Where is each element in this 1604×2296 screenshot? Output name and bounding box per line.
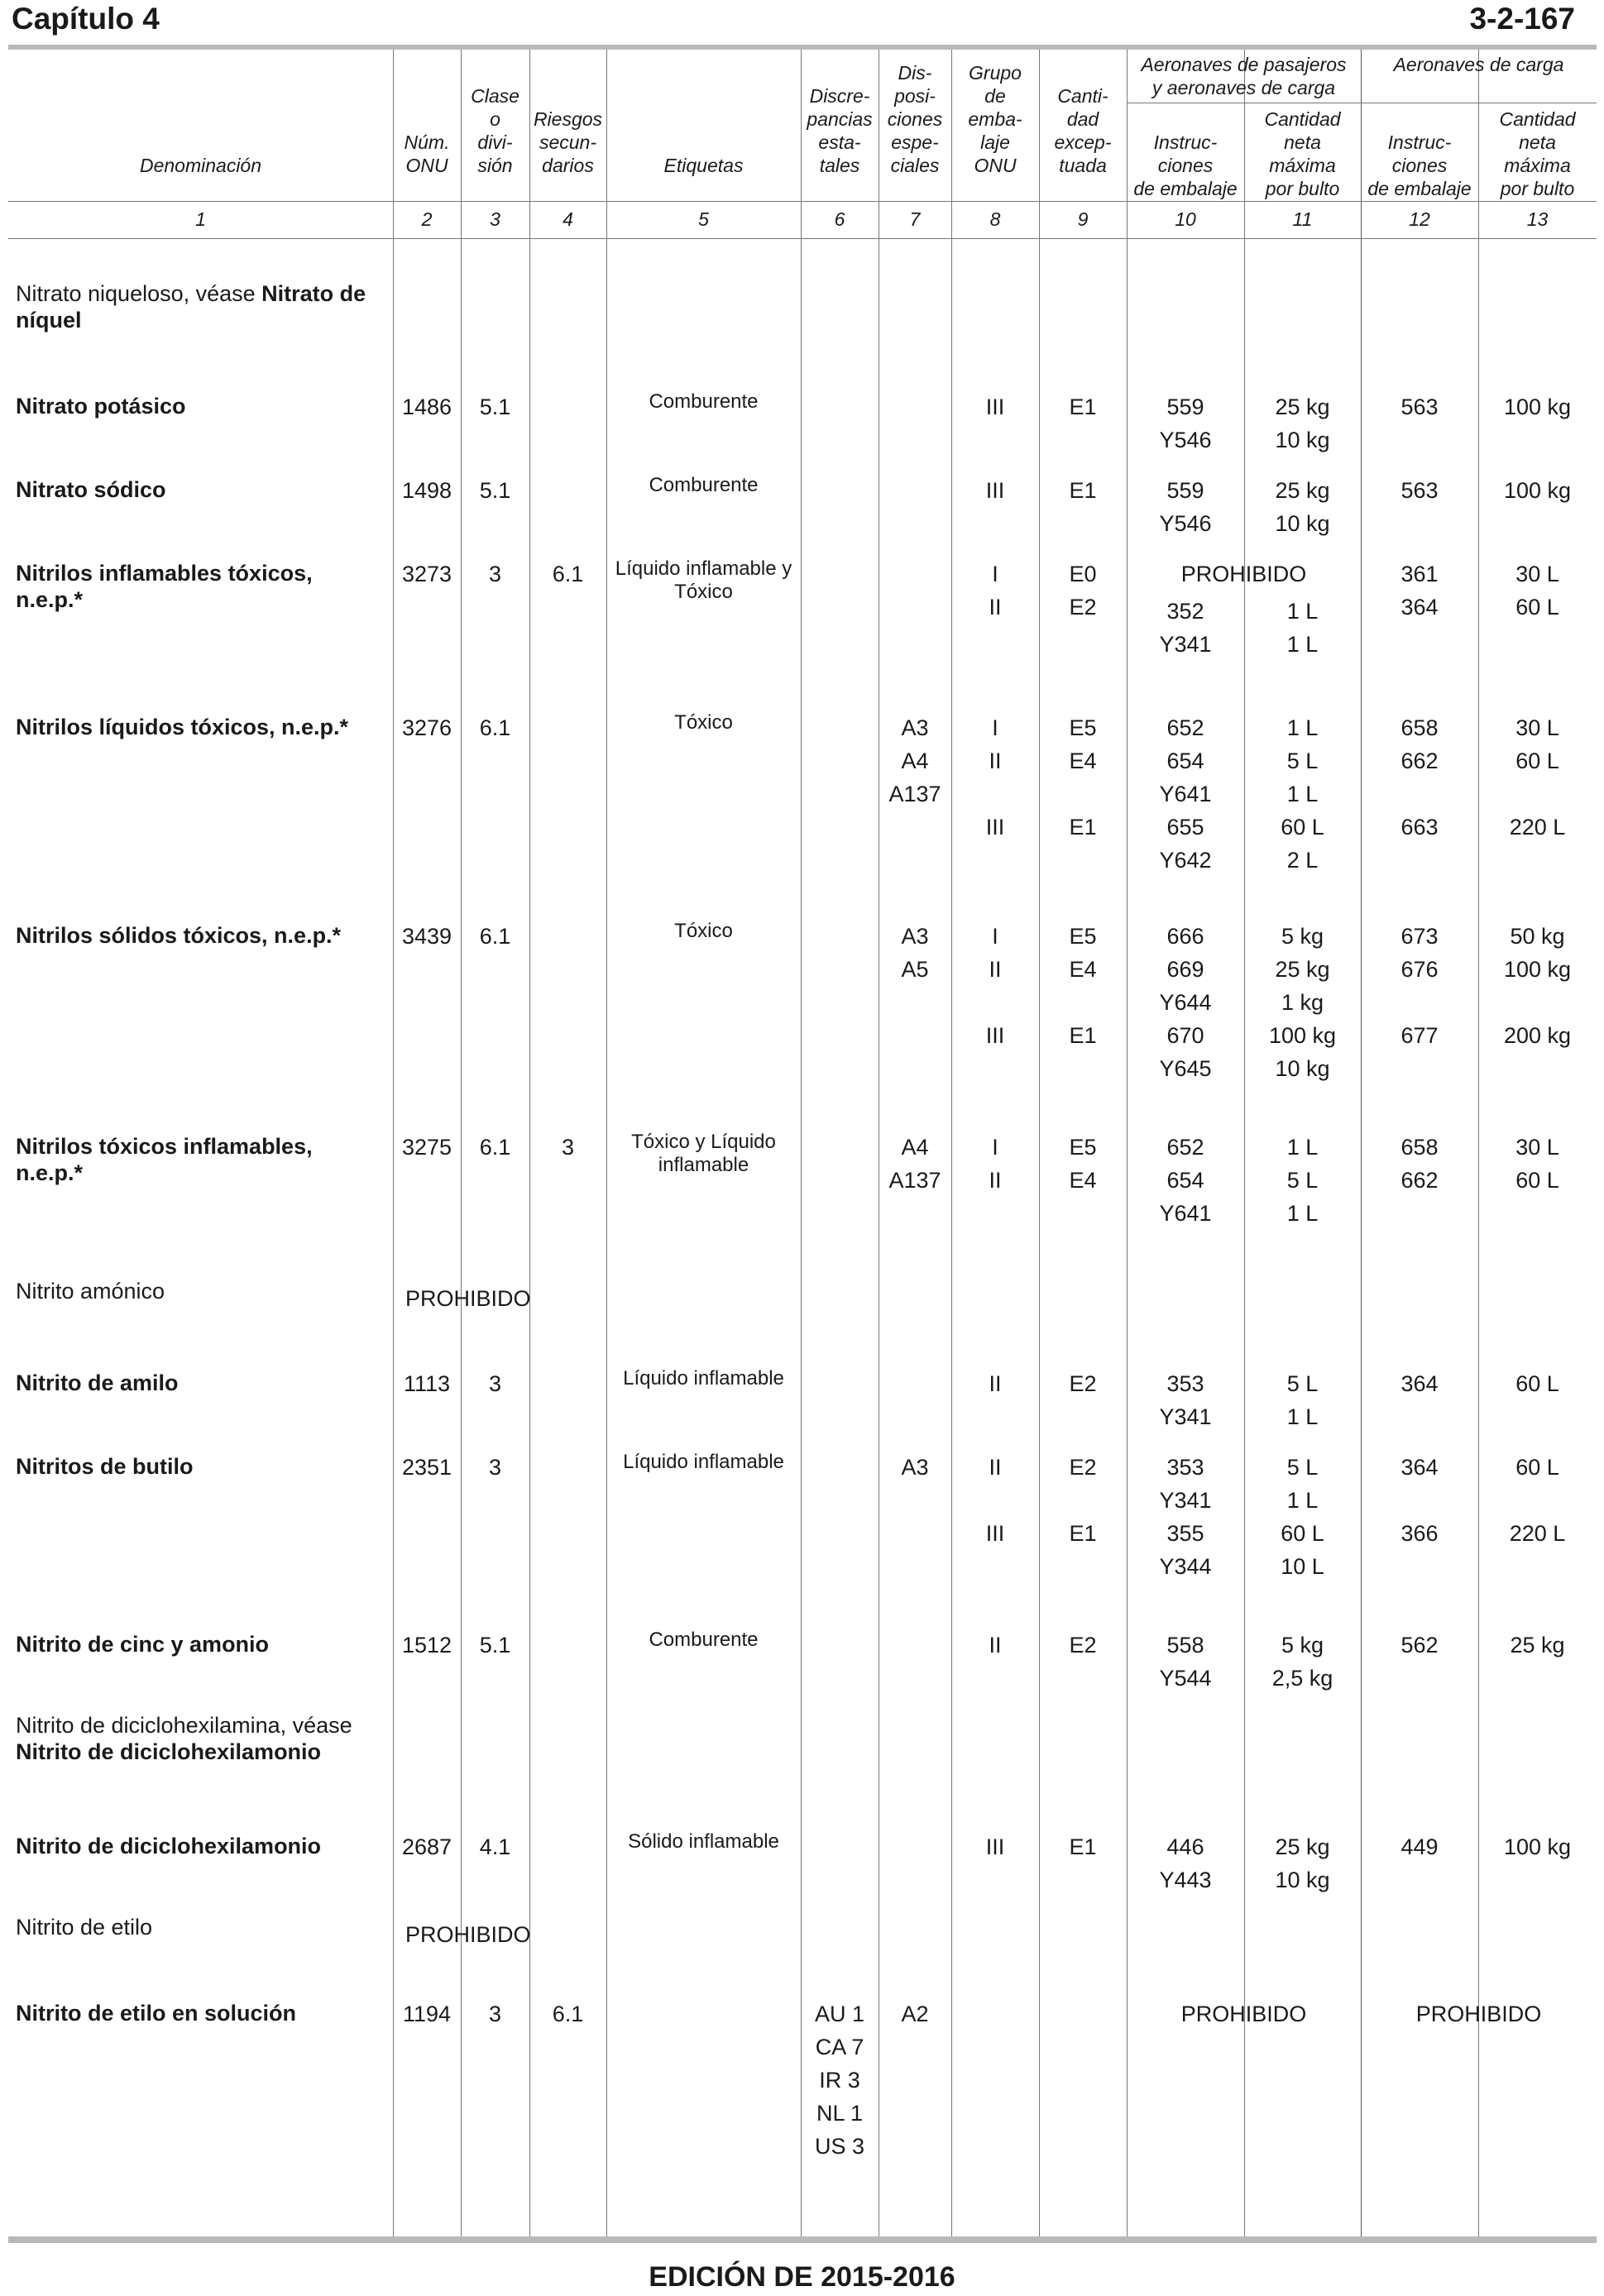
header-cantidad-cargo: Cantidad neta máxima por bulto bbox=[1499, 108, 1576, 199]
cell-label: Líquido inflamable bbox=[623, 1367, 784, 1390]
cell-cq: 30 L 60 L 220 L bbox=[1509, 715, 1566, 839]
entry-name bbox=[16, 1133, 380, 1186]
cell-ci: 673 676 677 bbox=[1401, 924, 1439, 1048]
header-bottom-line bbox=[8, 201, 1597, 202]
entry-name bbox=[16, 1833, 380, 1859]
prohibited-text: PROHIBIDO bbox=[405, 1286, 531, 1311]
column-number-line bbox=[8, 238, 1597, 239]
cell-pg: I II III bbox=[985, 715, 1005, 839]
cell-sp: A2 bbox=[901, 2002, 929, 2026]
cell-sp: A3 bbox=[901, 1455, 929, 1480]
cell-pq: 25 kg 10 kg bbox=[1275, 478, 1330, 536]
cell-ci: 364 366 bbox=[1401, 1455, 1439, 1546]
cell-eq: E1 bbox=[1069, 478, 1097, 503]
cell-cls: 4.1 bbox=[479, 1834, 511, 1859]
cell-pi: 446 Y443 bbox=[1159, 1834, 1212, 1892]
cell-pg: III bbox=[985, 395, 1005, 419]
cell-eq: E5 E4 E1 bbox=[1069, 924, 1097, 1048]
cell-cls: 5.1 bbox=[479, 1633, 511, 1657]
cell-disc: AU 1 CA 7 IR 3 NL 1 US 3 bbox=[814, 2002, 865, 2159]
cell-pi: 559 Y546 bbox=[1159, 478, 1212, 536]
entry-name-bold: Nitrilos inflamables tóxicos, n.e.p.* bbox=[16, 561, 313, 612]
cell-un: 1512 bbox=[401, 1633, 452, 1657]
cell-ci: 364 bbox=[1401, 1371, 1439, 1396]
cell-un: 1498 bbox=[401, 478, 452, 503]
cell-pi: 558 Y544 bbox=[1159, 1633, 1212, 1691]
cell-eq: E1 bbox=[1069, 1834, 1097, 1859]
cell-un: 1194 bbox=[402, 2002, 452, 2026]
cell-cls: 3 bbox=[488, 1455, 502, 1480]
entry-name-bold: Nitrito de cinc y amonio bbox=[16, 1632, 270, 1657]
cell-pg: I II bbox=[989, 1135, 1002, 1193]
cell-cls: 6.1 bbox=[479, 1135, 511, 1160]
cell-sp: A3 A4 A137 bbox=[888, 715, 941, 806]
column-number: 7 bbox=[909, 208, 921, 230]
cell-un: 3273 bbox=[401, 562, 452, 586]
cell-ci: 658 662 bbox=[1401, 1135, 1439, 1193]
column-number: 3 bbox=[490, 208, 500, 230]
cell-ci: 563 bbox=[1401, 478, 1439, 503]
cell-label: Líquido inflamable y Tóxico bbox=[615, 557, 792, 603]
header-cantidad: Canti- dad excep- tuada bbox=[1054, 85, 1112, 176]
cell-eq: E2 bbox=[1069, 1371, 1097, 1396]
cell-un: 1486 bbox=[401, 395, 452, 419]
cell-cq: 100 kg bbox=[1503, 478, 1572, 503]
cell-sub: 6.1 bbox=[552, 562, 584, 586]
cell-eq: E5 E4 bbox=[1069, 1135, 1097, 1193]
entry-name-plain: Nitrito de etilo bbox=[16, 1915, 153, 1940]
cell-cq: 30 L 60 L bbox=[1515, 562, 1559, 619]
entry-name-bold: Nitrito de diciclohexilamonio bbox=[16, 1834, 322, 1858]
cell-cls: 5.1 bbox=[479, 395, 511, 419]
cell-cls: 3 bbox=[488, 562, 502, 586]
cell-un: 2351 bbox=[401, 1455, 452, 1480]
entry-name-bold: Nitrilos tóxicos inflamables, n.e.p.* bbox=[16, 1134, 313, 1185]
cell-un: 3275 bbox=[401, 1135, 452, 1160]
column-number: 9 bbox=[1077, 208, 1089, 230]
cell-pg: III bbox=[985, 478, 1005, 503]
cell-un: 3276 bbox=[401, 715, 452, 740]
cell-pg: I II bbox=[989, 562, 1002, 619]
cell-cls: 6.1 bbox=[479, 715, 511, 740]
entry-name bbox=[16, 476, 380, 503]
cell-cq: 50 kg 100 kg 200 kg bbox=[1503, 924, 1572, 1048]
entry-name-bold: Nitrato de níquel bbox=[16, 281, 366, 332]
cell-cls: 6.1 bbox=[479, 924, 511, 949]
cell-pi: 652 654 Y641 655 Y642 bbox=[1159, 715, 1212, 873]
entry-name bbox=[16, 1631, 380, 1657]
cell-eq: E5 E4 E1 bbox=[1069, 715, 1097, 839]
cell-pq: 25 kg 10 kg bbox=[1275, 1834, 1330, 1892]
cell-un: 2687 bbox=[401, 1834, 452, 1859]
entry-name bbox=[16, 1914, 380, 1940]
cell-cq: 25 kg bbox=[1510, 1633, 1565, 1657]
entry-name bbox=[16, 393, 380, 419]
chapter-title: Capítulo 4 bbox=[12, 2, 160, 36]
cell-cls: 3 bbox=[488, 1371, 502, 1396]
header-cantidad-pax: Cantidad neta máxima por bulto bbox=[1264, 108, 1341, 199]
cell-pi: 353 Y341 355 Y344 bbox=[1159, 1455, 1212, 1579]
header-riesgos: Riesgos secun- darios bbox=[533, 108, 603, 176]
prohibited-text: PROHIBIDO bbox=[405, 1922, 531, 1947]
cell-pq: 5 L 1 L bbox=[1286, 1371, 1319, 1429]
cell-un: 1113 bbox=[403, 1371, 451, 1396]
cell-pi: 559 Y546 bbox=[1159, 395, 1212, 452]
cell-pq: 1 L 5 L 1 L bbox=[1286, 1135, 1319, 1226]
cell-pg: II bbox=[989, 1633, 1002, 1657]
cell-cq: 60 L bbox=[1515, 1371, 1559, 1396]
cell-pq: 5 kg 2,5 kg bbox=[1271, 1633, 1333, 1691]
cargo-prohibited: PROHIBIDO bbox=[1415, 2002, 1542, 2026]
cell-ci: 563 bbox=[1401, 395, 1439, 419]
cell-eq: E2 bbox=[1069, 1633, 1097, 1657]
cell-pq: 5 L 1 L 60 L 10 L bbox=[1281, 1455, 1324, 1579]
cell-label: Comburente bbox=[649, 474, 759, 496]
entry-name bbox=[16, 560, 380, 613]
column-number: 11 bbox=[1292, 208, 1313, 230]
column-number: 2 bbox=[421, 208, 433, 230]
cell-label: Sólido inflamable bbox=[628, 1830, 779, 1853]
cell-pg: I II III bbox=[985, 924, 1005, 1048]
column-number: 4 bbox=[563, 208, 573, 230]
cell-label: Tóxico bbox=[674, 920, 733, 942]
entry-name-bold: Nitrito de etilo en solución bbox=[16, 2001, 297, 2026]
bottom-rule bbox=[8, 2236, 1597, 2243]
cell-cls: 5.1 bbox=[479, 478, 511, 503]
column-number: 13 bbox=[1526, 208, 1549, 230]
entry-name bbox=[16, 280, 380, 333]
entry-name-bold: Nitritos de butilo bbox=[16, 1454, 194, 1479]
cell-eq: E0 E2 bbox=[1069, 562, 1097, 619]
header-etiquetas: Etiquetas bbox=[663, 155, 744, 176]
cell-ci: 562 bbox=[1401, 1633, 1439, 1657]
header-instrucciones-pax: Instruc- ciones de embalaje bbox=[1133, 132, 1238, 199]
cell-un: 3439 bbox=[401, 924, 452, 949]
cell-pg: III bbox=[985, 1834, 1005, 1859]
entry-name bbox=[16, 2000, 380, 2026]
page-number: 3-2-167 bbox=[1469, 2, 1575, 36]
cell-pq: 1 L 1 L bbox=[1286, 599, 1319, 657]
entry-name-bold: Nitrato potásico bbox=[16, 394, 186, 419]
cell-ci: 658 662 663 bbox=[1401, 715, 1439, 839]
cell-cq: 100 kg bbox=[1503, 395, 1572, 419]
cell-pg: II bbox=[989, 1371, 1002, 1396]
entry-name-bold: Nitrito de diciclohexilamonio bbox=[16, 1739, 322, 1764]
cell-sub: 6.1 bbox=[552, 2002, 584, 2026]
cell-cq: 60 L 220 L bbox=[1509, 1455, 1566, 1546]
entry-name bbox=[16, 1712, 380, 1765]
cell-ci: 449 bbox=[1401, 1834, 1439, 1859]
cell-eq: E1 bbox=[1069, 395, 1097, 419]
column-number: 8 bbox=[989, 208, 1001, 230]
entry-name bbox=[16, 1453, 380, 1480]
entry-name bbox=[16, 922, 380, 949]
edition-footer: EDICIÓN DE 2015-2016 bbox=[649, 2261, 955, 2293]
header-cargo-aircraft: Aeronaves de carga bbox=[1393, 54, 1564, 75]
entry-name-plain: Nitrito amónico bbox=[16, 1279, 165, 1303]
cell-sp: A3 A5 bbox=[901, 924, 929, 982]
entry-name bbox=[16, 1370, 380, 1396]
header-passenger-aircraft: Aeronaves de pasajeros y aeronaves de carga bbox=[1141, 54, 1347, 98]
header-num-onu: Núm. ONU bbox=[404, 132, 450, 176]
cell-cls: 3 bbox=[488, 2002, 502, 2026]
cell-pq: 25 kg 10 kg bbox=[1275, 395, 1330, 452]
cell-pi: 666 669 Y644 670 Y645 bbox=[1159, 924, 1212, 1081]
cell-sub: 3 bbox=[561, 1135, 575, 1160]
header-disposiciones: Dis- posi- ciones espe- ciales bbox=[887, 62, 943, 176]
cell-eq: E2 E1 bbox=[1069, 1455, 1097, 1546]
cell-ci: 361 364 bbox=[1401, 562, 1439, 619]
column-number: 1 bbox=[195, 208, 206, 230]
entry-name-bold: Nitrilos líquidos tóxicos, n.e.p.* bbox=[16, 715, 349, 739]
top-rule bbox=[8, 45, 1597, 50]
header-instrucciones-cargo: Instruc- ciones de embalaje bbox=[1367, 132, 1472, 199]
cell-label: Líquido inflamable bbox=[623, 1451, 784, 1473]
column-number: 12 bbox=[1409, 208, 1430, 230]
entry-name-plain: Nitrato niqueloso, véase bbox=[16, 281, 262, 306]
cell-pg: II III bbox=[985, 1455, 1005, 1546]
cell-label: Tóxico y Líquido inflamable bbox=[631, 1131, 776, 1176]
entry-name-bold: Nitrato sódico bbox=[16, 477, 166, 502]
cell-pi: 652 654 Y641 bbox=[1159, 1135, 1212, 1226]
entry-name-bold: Nitrito de amilo bbox=[16, 1370, 179, 1395]
header-discrepancias: Discre- pancias esta- tales bbox=[807, 85, 873, 176]
header-denominacion: Denominación bbox=[139, 155, 262, 176]
cell-label: Tóxico bbox=[674, 711, 733, 734]
cell-label: Comburente bbox=[649, 1629, 759, 1651]
column-number: 5 bbox=[698, 208, 709, 230]
cell-cq: 30 L 60 L bbox=[1515, 1135, 1559, 1193]
cell-sp: A4 A137 bbox=[888, 1135, 941, 1193]
column-divider bbox=[801, 50, 802, 2236]
cell-pq: 1 L 5 L 1 L 60 L 2 L bbox=[1281, 715, 1324, 873]
cell-pi: 353 Y341 bbox=[1159, 1371, 1212, 1429]
entry-name bbox=[16, 1278, 380, 1304]
cell-pi: 352 Y341 bbox=[1159, 599, 1212, 657]
entry-name-plain: Nitrito de diciclohexilamina, véase bbox=[16, 1713, 352, 1738]
column-number: 10 bbox=[1175, 208, 1196, 230]
passenger-prohibited: PROHIBIDO bbox=[1180, 562, 1307, 586]
entry-name bbox=[16, 714, 380, 740]
passenger-prohibited: PROHIBIDO bbox=[1180, 2002, 1307, 2026]
cell-cq: 100 kg bbox=[1503, 1834, 1572, 1859]
entry-name-bold: Nitrilos sólidos tóxicos, n.e.p.* bbox=[16, 923, 342, 948]
cell-label: Comburente bbox=[649, 390, 759, 413]
column-number: 6 bbox=[834, 208, 845, 230]
header-clase: Clase o divi- sión bbox=[471, 85, 520, 176]
cell-pq: 5 kg 25 kg 1 kg 100 kg 10 kg bbox=[1268, 924, 1337, 1081]
header-grupo: Grupo de emba- laje ONU bbox=[968, 62, 1022, 176]
